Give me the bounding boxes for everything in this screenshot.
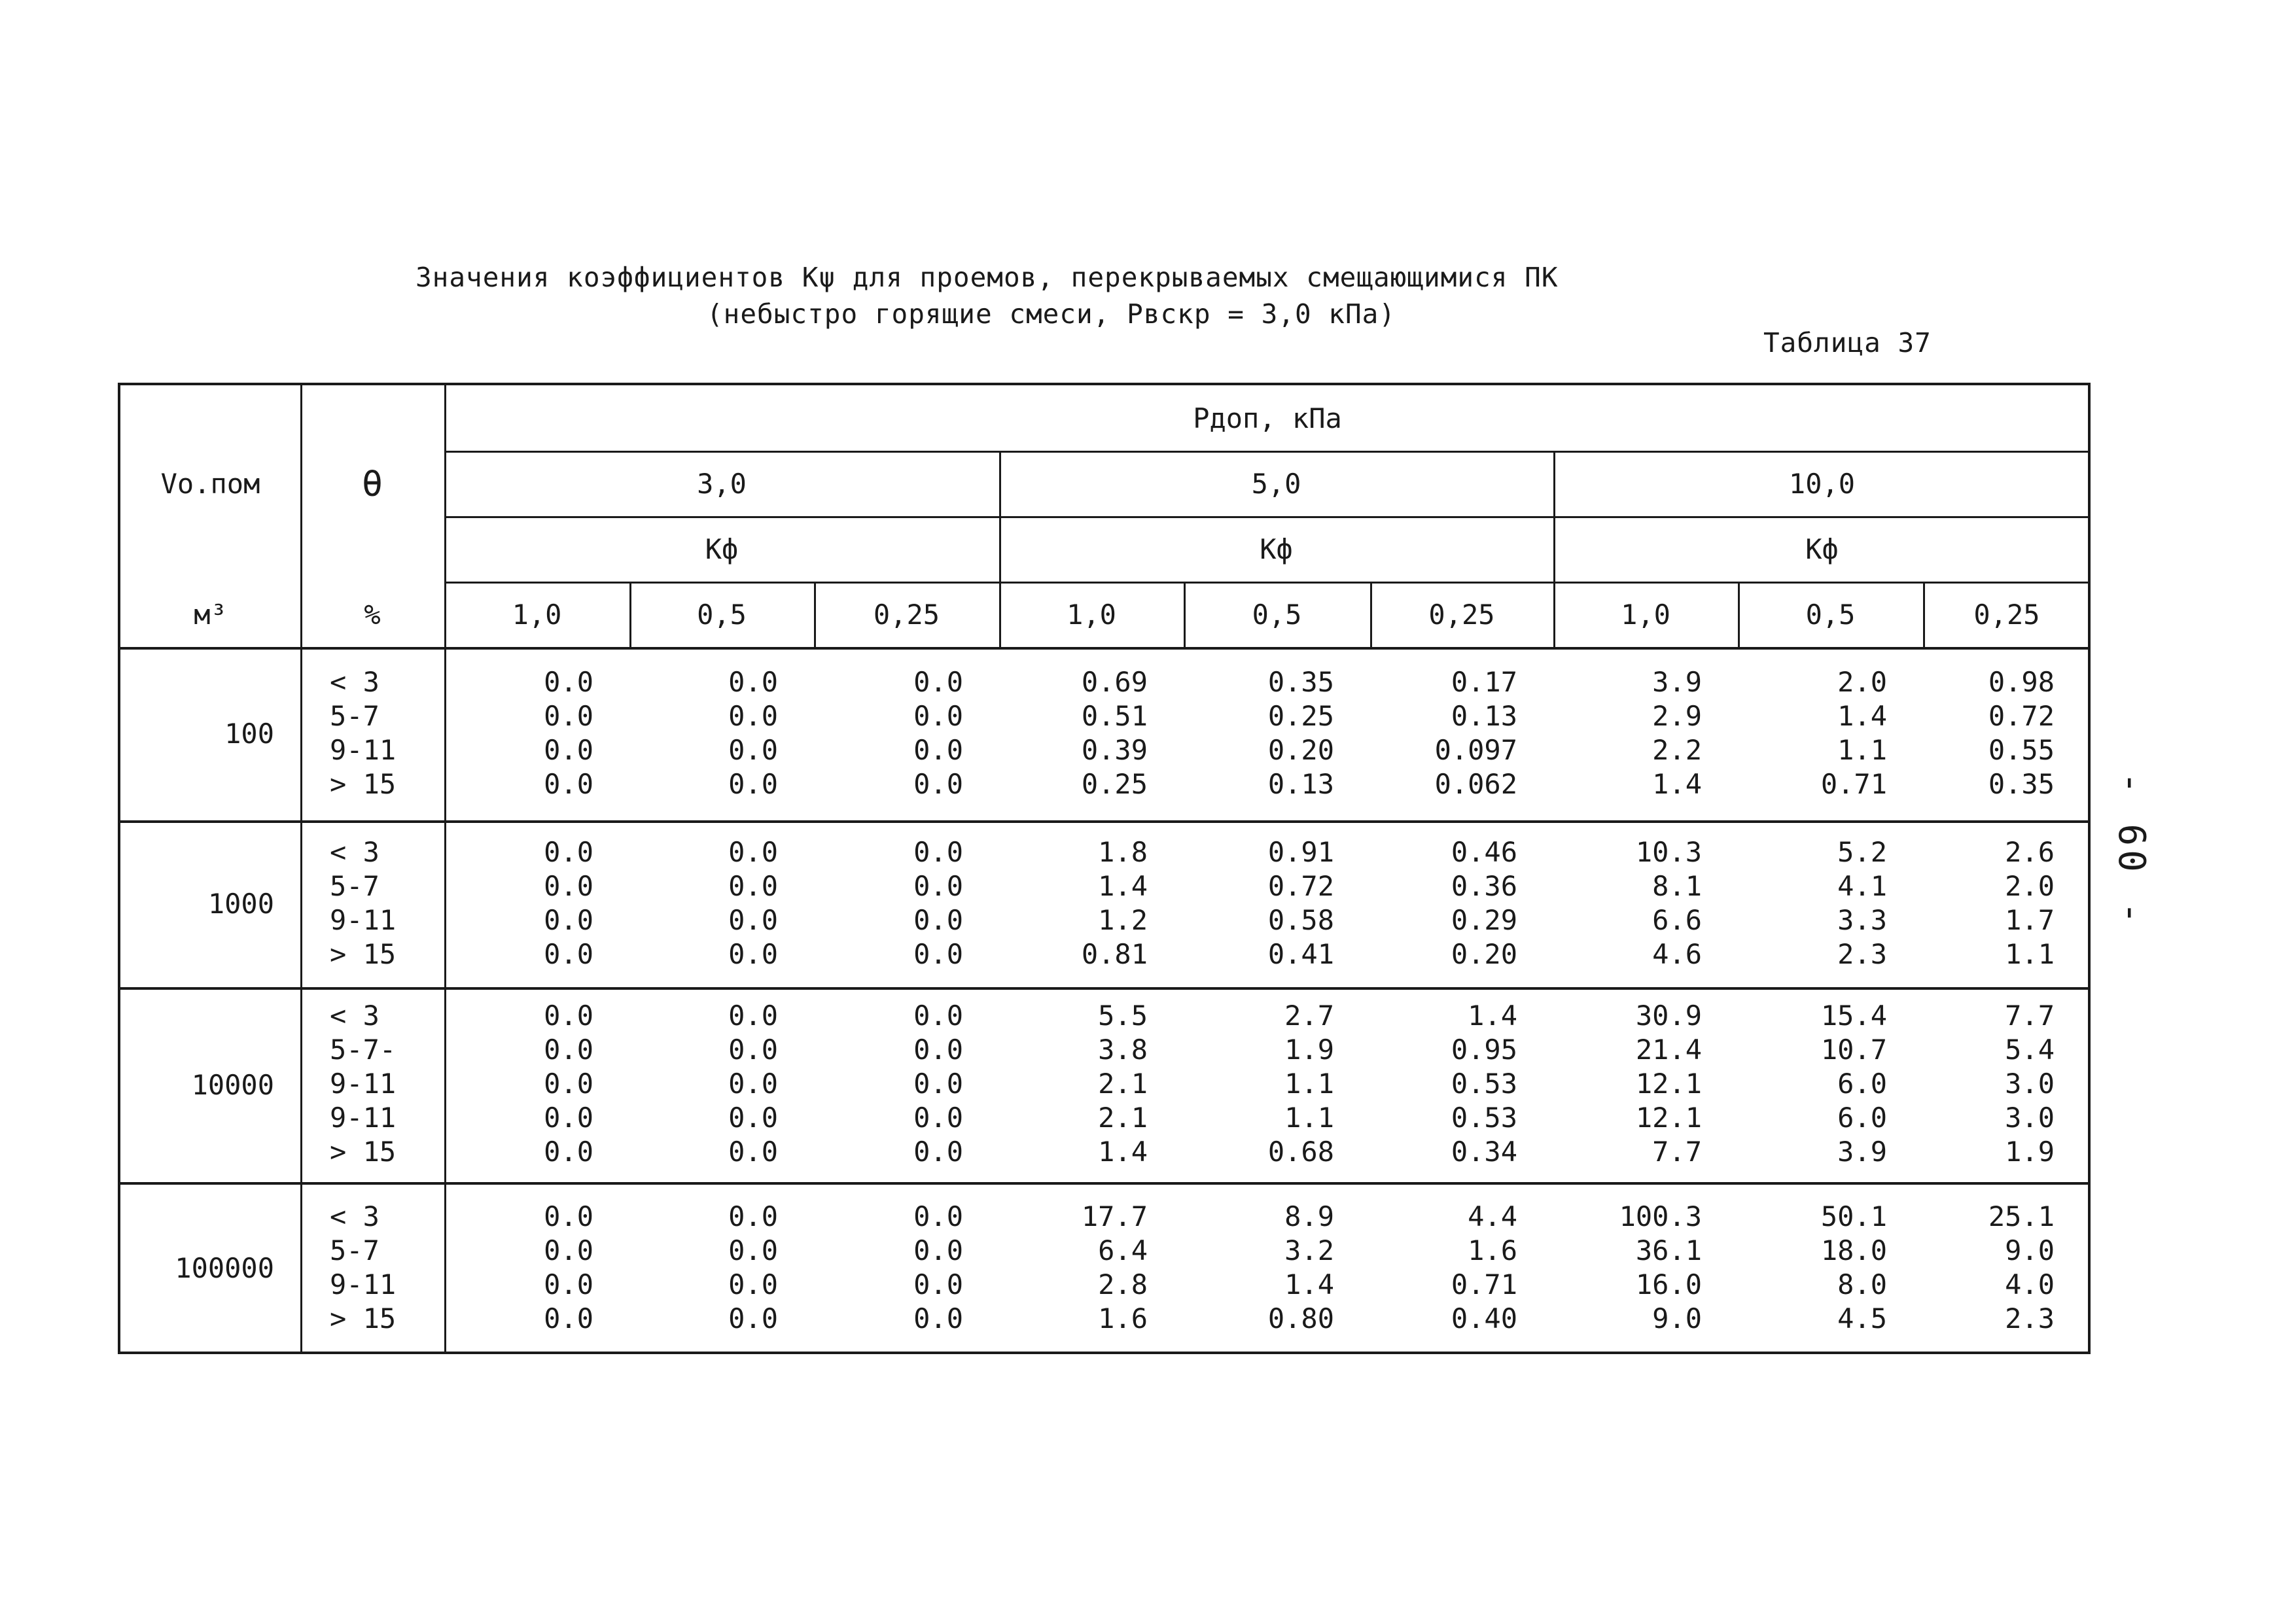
table-cell: 0.0 xyxy=(728,870,778,902)
theta-range: 5-7 xyxy=(330,870,380,902)
table-cell: 2.0 xyxy=(2005,870,2055,902)
title-line-2: (небыстро горящие смеси, Pвскр = 3,0 кПа) xyxy=(707,298,1396,330)
volume-header-unit: м³ xyxy=(194,598,227,631)
table-cell: 0.17 xyxy=(1451,666,1517,698)
table-cell: 0.0 xyxy=(728,768,778,800)
table-cell: 0.36 xyxy=(1451,870,1517,902)
table-cell: 0.0 xyxy=(728,1136,778,1168)
divider xyxy=(120,987,2091,990)
table-cell: 1.4 xyxy=(1098,1136,1148,1168)
table-cell: 0.34 xyxy=(1451,1136,1517,1168)
table-cell: 0.69 xyxy=(1081,666,1148,698)
table-cell: 0.0 xyxy=(544,1302,593,1335)
kf-header: Kф xyxy=(1260,532,1293,565)
table-cell: 3.2 xyxy=(1284,1234,1334,1266)
table-cell: 0.0 xyxy=(728,1068,778,1100)
table-cell: 2.3 xyxy=(2005,1302,2055,1335)
table-cell: 0.0 xyxy=(913,904,963,936)
table-cell: 21.4 xyxy=(1635,1034,1702,1066)
table-cell: 0.98 xyxy=(1988,666,2055,698)
table-cell: 50.1 xyxy=(1820,1200,1887,1232)
title-line-1: Значения коэффициентов Kψ для проемов, перекрываемых смещающимися ПК xyxy=(415,262,1559,293)
theta-range: 5-7 xyxy=(330,1234,380,1266)
table-cell: 1.1 xyxy=(1284,1102,1334,1134)
kf-value-header: 0,25 xyxy=(1428,598,1495,631)
table-cell: 4.0 xyxy=(2005,1268,2055,1300)
table-cell: 0.0 xyxy=(728,836,778,868)
table-cell: 0.53 xyxy=(1451,1068,1517,1100)
table-cell: 3.3 xyxy=(1837,904,1887,936)
table-cell: 0.81 xyxy=(1081,938,1148,970)
kf-value-header: 0,5 xyxy=(697,598,747,631)
table-cell: 0.35 xyxy=(1267,666,1334,698)
table-cell: 0.13 xyxy=(1267,768,1334,800)
table-cell: 1.4 xyxy=(1652,768,1702,800)
kf-value-header: 1,0 xyxy=(1621,598,1670,631)
table-cell: 3.0 xyxy=(2005,1102,2055,1134)
table-cell: 5.2 xyxy=(1837,836,1887,868)
table-cell: 0.062 xyxy=(1434,768,1517,800)
table-cell: 0.29 xyxy=(1451,904,1517,936)
table-cell: 0.0 xyxy=(728,1034,778,1066)
table-cell: 0.0 xyxy=(728,1302,778,1335)
theta-range: < 3 xyxy=(330,666,380,698)
pressure-header: 3,0 xyxy=(697,467,747,500)
table-cell: 0.0 xyxy=(913,1068,963,1100)
coefficients-table xyxy=(118,383,2091,1354)
table-cell: 1.7 xyxy=(2005,904,2055,936)
theta-range: > 15 xyxy=(330,768,397,800)
table-cell: 8.9 xyxy=(1284,1200,1334,1232)
table-cell: 0.72 xyxy=(1988,700,2055,732)
table-cell: 0.55 xyxy=(1988,734,2055,766)
divider xyxy=(120,820,2091,823)
table-cell: 0.0 xyxy=(544,938,593,970)
volume-value: 10000 xyxy=(191,1068,274,1101)
table-cell: 0.0 xyxy=(913,1136,963,1168)
table-cell: 2.0 xyxy=(1837,666,1887,698)
theta-range: 9-11 xyxy=(330,1268,397,1300)
table-cell: 0.0 xyxy=(728,938,778,970)
table-cell: 0.0 xyxy=(544,836,593,868)
table-cell: 0.25 xyxy=(1267,700,1334,732)
pressure-header: 10,0 xyxy=(1788,467,1856,500)
table-cell: 0.0 xyxy=(728,666,778,698)
table-cell: 0.0 xyxy=(913,768,963,800)
table-cell: 12.1 xyxy=(1635,1102,1702,1134)
table-cell: 0.0 xyxy=(913,1102,963,1134)
table-cell: 0.0 xyxy=(728,734,778,766)
table-cell: 0.0 xyxy=(913,1200,963,1232)
table-cell: 0.0 xyxy=(544,734,593,766)
table-cell: 15.4 xyxy=(1820,1000,1887,1032)
table-cell: 0.0 xyxy=(544,870,593,902)
table-cell: 6.6 xyxy=(1652,904,1702,936)
table-cell: 18.0 xyxy=(1820,1234,1887,1266)
table-cell: 2.3 xyxy=(1837,938,1887,970)
table-cell: 0.0 xyxy=(913,836,963,868)
table-cell: 0.51 xyxy=(1081,700,1148,732)
table-cell: 9.0 xyxy=(1652,1302,1702,1335)
table-cell: 0.0 xyxy=(913,700,963,732)
table-cell: 3.9 xyxy=(1652,666,1702,698)
table-cell: 16.0 xyxy=(1635,1268,1702,1300)
page-number: - 60 - xyxy=(2110,772,2153,928)
table-cell: 2.1 xyxy=(1098,1068,1148,1100)
table-cell: 0.0 xyxy=(544,1034,593,1066)
table-cell: 0.0 xyxy=(544,1268,593,1300)
table-cell: 0.0 xyxy=(728,904,778,936)
table-cell: 0.13 xyxy=(1451,700,1517,732)
volume-header-label: Vо.пом xyxy=(160,467,260,500)
table-cell: 0.0 xyxy=(544,1068,593,1100)
table-cell: 0.0 xyxy=(544,1200,593,1232)
table-cell: 0.0 xyxy=(728,1268,778,1300)
table-cell: 0.0 xyxy=(913,1268,963,1300)
table-cell: 3.0 xyxy=(2005,1068,2055,1100)
table-cell: 1.9 xyxy=(1284,1034,1334,1066)
volume-value: 100 xyxy=(224,718,274,750)
table-cell: 0.20 xyxy=(1267,734,1334,766)
table-cell: 8.1 xyxy=(1652,870,1702,902)
table-cell: 1.1 xyxy=(1284,1068,1334,1100)
table-cell: 0.0 xyxy=(544,768,593,800)
table-cell: 0.39 xyxy=(1081,734,1148,766)
table-cell: 0.0 xyxy=(913,1034,963,1066)
table-cell: 4.5 xyxy=(1837,1302,1887,1335)
kf-header: Kф xyxy=(705,532,739,565)
table-cell: 30.9 xyxy=(1635,1000,1702,1032)
table-cell: 1.4 xyxy=(1284,1268,1334,1300)
theta-header-unit: % xyxy=(364,598,381,631)
table-cell: 12.1 xyxy=(1635,1068,1702,1100)
table-cell: 0.72 xyxy=(1267,870,1334,902)
table-cell: 5.5 xyxy=(1098,1000,1148,1032)
table-cell: 0.91 xyxy=(1267,836,1334,868)
table-cell: 0.53 xyxy=(1451,1102,1517,1134)
table-cell: 0.0 xyxy=(913,666,963,698)
table-cell: 0.0 xyxy=(728,1102,778,1134)
table-cell: 3.8 xyxy=(1098,1034,1148,1066)
theta-range: 5-7 xyxy=(330,700,380,732)
pdop-header: Pдоп, кПа xyxy=(1193,402,1342,434)
table-cell: 0.0 xyxy=(913,1000,963,1032)
table-cell: 0.80 xyxy=(1267,1302,1334,1335)
theta-range: 9-11 xyxy=(330,734,397,766)
volume-value: 100000 xyxy=(175,1252,274,1284)
table-cell: 0.0 xyxy=(913,1234,963,1266)
table-cell: 0.46 xyxy=(1451,836,1517,868)
table-cell: 36.1 xyxy=(1635,1234,1702,1266)
table-cell: 0.0 xyxy=(544,666,593,698)
table-cell: 4.4 xyxy=(1468,1200,1517,1232)
table-cell: 2.6 xyxy=(2005,836,2055,868)
table-cell: 0.0 xyxy=(544,904,593,936)
table-cell: 6.0 xyxy=(1837,1102,1887,1134)
table-cell: 0.0 xyxy=(913,870,963,902)
theta-range: 9-11 xyxy=(330,1068,397,1100)
table-cell: 1.6 xyxy=(1098,1302,1148,1335)
table-cell: 2.7 xyxy=(1284,1000,1334,1032)
table-cell: 0.95 xyxy=(1451,1034,1517,1066)
table-cell: 1.4 xyxy=(1837,700,1887,732)
table-cell: 0.35 xyxy=(1988,768,2055,800)
table-cell: 0.20 xyxy=(1451,938,1517,970)
table-cell: 0.0 xyxy=(544,1102,593,1134)
table-cell: 0.40 xyxy=(1451,1302,1517,1335)
table-cell: 0.0 xyxy=(544,1136,593,1168)
table-cell: 1.4 xyxy=(1098,870,1148,902)
table-cell: 2.1 xyxy=(1098,1102,1148,1134)
table-cell: 0.097 xyxy=(1434,734,1517,766)
table-cell: 0.71 xyxy=(1451,1268,1517,1300)
table-cell: 6.0 xyxy=(1837,1068,1887,1100)
table-cell: 3.9 xyxy=(1837,1136,1887,1168)
table-cell: 2.8 xyxy=(1098,1268,1148,1300)
table-cell: 0.0 xyxy=(913,1302,963,1335)
divider xyxy=(300,385,302,1354)
table-cell: 4.6 xyxy=(1652,938,1702,970)
table-cell: 1.6 xyxy=(1468,1234,1517,1266)
theta-range: < 3 xyxy=(330,1000,380,1032)
table-cell: 17.7 xyxy=(1081,1200,1148,1232)
table-cell: 7.7 xyxy=(2005,1000,2055,1032)
table-cell: 0.41 xyxy=(1267,938,1334,970)
kf-value-header: 0,25 xyxy=(873,598,940,631)
table-cell: 4.1 xyxy=(1837,870,1887,902)
table-cell: 0.0 xyxy=(544,1234,593,1266)
kf-value-header: 0,25 xyxy=(1973,598,2040,631)
table-cell: 1.2 xyxy=(1098,904,1148,936)
theta-range: 9-11 xyxy=(330,1102,397,1134)
table-cell: 0.25 xyxy=(1081,768,1148,800)
theta-range: > 15 xyxy=(330,1136,397,1168)
table-cell: 0.0 xyxy=(913,734,963,766)
table-cell: 5.4 xyxy=(2005,1034,2055,1066)
table-cell: 10.3 xyxy=(1635,836,1702,868)
table-cell: 25.1 xyxy=(1988,1200,2055,1232)
table-cell: 100.3 xyxy=(1619,1200,1702,1232)
table-number: Таблица 37 xyxy=(1763,327,1932,358)
table-cell: 2.9 xyxy=(1652,700,1702,732)
table-cell: 0.0 xyxy=(728,1000,778,1032)
table-cell: 7.7 xyxy=(1652,1136,1702,1168)
pressure-header: 5,0 xyxy=(1251,467,1301,500)
table-cell: 8.0 xyxy=(1837,1268,1887,1300)
table-cell: 0.68 xyxy=(1267,1136,1334,1168)
table-cell: 1.4 xyxy=(1468,1000,1517,1032)
kf-value-header: 1,0 xyxy=(1067,598,1116,631)
table-cell: 0.71 xyxy=(1820,768,1887,800)
table-cell: 6.4 xyxy=(1098,1234,1148,1266)
table-cell: 0.0 xyxy=(728,700,778,732)
table-cell: 1.8 xyxy=(1098,836,1148,868)
theta-range: > 15 xyxy=(330,1302,397,1335)
table-cell: 10.7 xyxy=(1820,1034,1887,1066)
kf-value-header: 1,0 xyxy=(512,598,562,631)
theta-range: > 15 xyxy=(330,938,397,970)
table-cell: 1.1 xyxy=(2005,938,2055,970)
table-cell: 0.0 xyxy=(544,1000,593,1032)
table-cell: 0.0 xyxy=(913,938,963,970)
table-cell: 2.2 xyxy=(1652,734,1702,766)
table-cell: 1.9 xyxy=(2005,1136,2055,1168)
table-cell: 1.1 xyxy=(1837,734,1887,766)
table-cell: 9.0 xyxy=(2005,1234,2055,1266)
theta-range: 5-7- xyxy=(330,1034,397,1066)
volume-value: 1000 xyxy=(207,888,274,920)
theta-range: < 3 xyxy=(330,1200,380,1232)
theta-range: < 3 xyxy=(330,836,380,868)
table-cell: 0.0 xyxy=(544,700,593,732)
divider xyxy=(120,1182,2091,1185)
table-cell: 0.0 xyxy=(728,1234,778,1266)
divider xyxy=(120,647,2091,650)
table-cell: 0.58 xyxy=(1267,904,1334,936)
table-cell: 0.0 xyxy=(728,1200,778,1232)
kf-value-header: 0,5 xyxy=(1805,598,1856,631)
theta-range: 9-11 xyxy=(330,904,397,936)
kf-value-header: 0,5 xyxy=(1252,598,1302,631)
kf-header: Kф xyxy=(1805,532,1839,565)
theta-header-label: θ xyxy=(361,462,383,504)
